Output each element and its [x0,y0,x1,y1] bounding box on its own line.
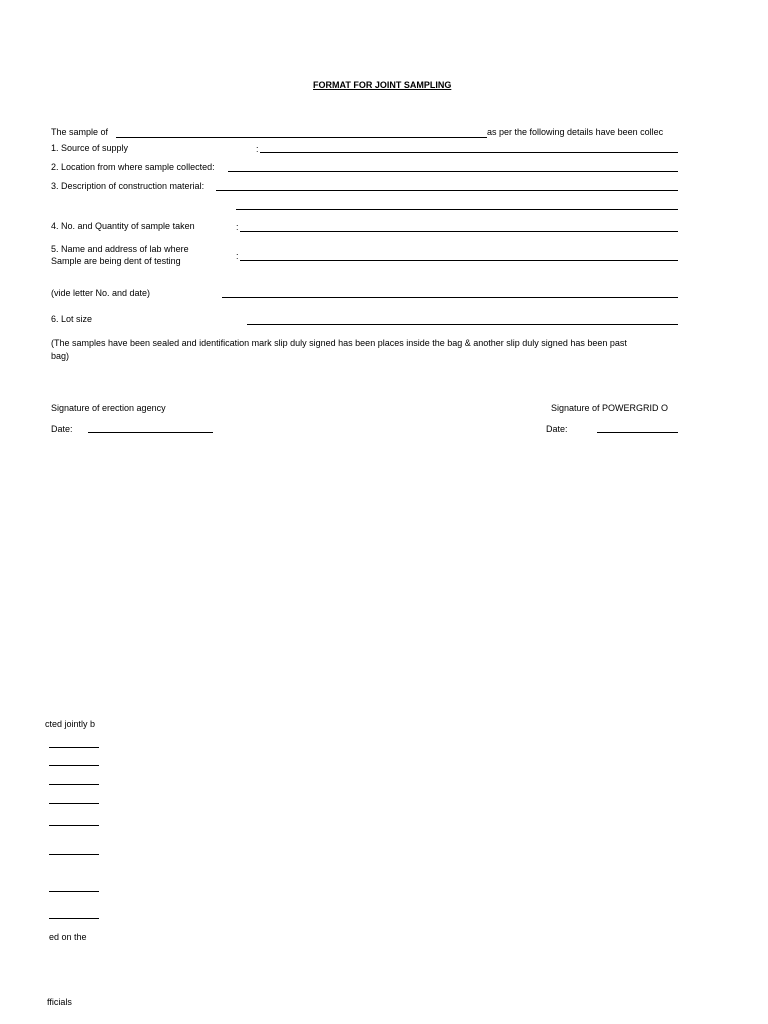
right-date-line[interactable] [597,432,678,433]
overflow-line-8 [49,918,99,919]
overflow-line-2 [49,765,99,766]
left-date-label: Date: [51,424,73,434]
overflow-text-top: cted jointly b [45,719,96,729]
overflow-line-3 [49,784,99,785]
vide-letter-line[interactable] [222,297,678,298]
description-label: 3. Description of construction material: [51,181,205,191]
page-title: FORMAT FOR JOINT SAMPLING [313,80,452,90]
quantity-label: 4. No. and Quantity of sample taken [51,221,195,231]
sealing-note-line2: bag) [51,351,70,361]
intro-suffix: as per the following details have been collec [487,127,664,137]
location-line[interactable] [228,171,678,172]
overflow-text-bottom: fficials [47,997,72,1007]
source-colon: : [256,144,259,154]
quantity-line[interactable] [240,231,678,232]
quantity-colon: : [236,222,239,232]
overflow-text-mid: ed on the [49,932,87,942]
overflow-line-7 [49,891,99,892]
lab-label-line1: 5. Name and address of lab where [51,244,189,254]
lab-colon: : [236,251,239,261]
intro-prefix: The sample of [51,127,109,137]
left-date-line[interactable] [88,432,213,433]
overflow-line-4 [49,803,99,804]
sealing-note-line1: (The samples have been sealed and identification mark slip duly signed has been places inside the bag & another slip duly signed has been past [51,338,627,348]
erection-agency-signature-label: Signature of erection agency [51,403,166,413]
powergrid-signature-label: Signature of POWERGRID O [551,403,669,413]
right-date-label: Date: [546,424,568,434]
lot-size-line[interactable] [247,324,678,325]
vide-letter-label: (vide letter No. and date) [51,288,151,298]
overflow-line-6 [49,854,99,855]
description-line-2[interactable] [236,209,678,210]
overflow-line-1 [49,747,99,748]
description-line-1[interactable] [216,190,678,191]
source-of-supply-label: 1. Source of supply [51,143,129,153]
location-label: 2. Location from where sample collected: [51,162,215,172]
source-of-supply-line[interactable] [260,152,678,153]
lot-size-label: 6. Lot size [51,314,93,324]
lab-label-line2: Sample are being dent of testing [51,256,181,266]
overflow-line-5 [49,825,99,826]
lab-line[interactable] [240,260,678,261]
sample-of-line[interactable] [116,137,487,138]
